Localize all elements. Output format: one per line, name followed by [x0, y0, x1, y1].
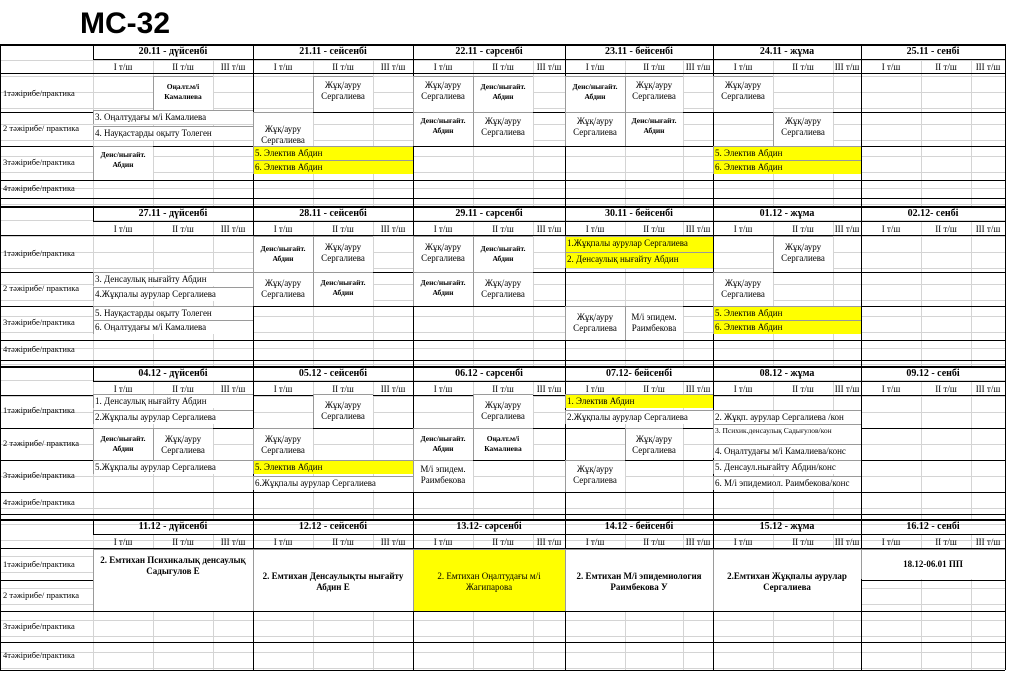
- slot-header: III т/ш: [380, 224, 406, 234]
- gridline: [0, 620, 1005, 621]
- slot-divider: [533, 382, 534, 519]
- page-title: MC-32: [80, 7, 171, 40]
- slot-header: II т/ш: [643, 62, 665, 72]
- row-separator: [0, 492, 1005, 493]
- entry-text: 1. Электив Абдин: [567, 396, 635, 406]
- entry-text: 5. Науқастарды оқыту Толеген: [95, 308, 212, 318]
- day-header: 30.11 - бейсенбі: [605, 208, 673, 219]
- slot-header: III т/ш: [380, 384, 406, 394]
- gridline: [0, 636, 1005, 637]
- slot-divider: [683, 60, 684, 206]
- row-separator: [0, 360, 1005, 361]
- entry-text: Денс/нығайт. Абдин: [420, 434, 466, 453]
- day-header: 05.12 - сейсенбі: [298, 368, 368, 379]
- slot-divider: [533, 60, 534, 206]
- entry-text: Жұқ/ауру Сергалиева: [261, 434, 305, 455]
- slot-header: III т/ш: [536, 62, 562, 72]
- entry-text: 5. Денсаул.нығайту Абдин/конс: [715, 462, 836, 472]
- entry-text: 18.12-06.01 ПП: [903, 559, 963, 569]
- day-header: 22.11 - сәрсенбі: [455, 46, 523, 57]
- slot-header: II т/ш: [172, 384, 194, 394]
- slot-header: II т/ш: [792, 537, 814, 547]
- slot-divider: [373, 382, 374, 519]
- slot-header: II т/ш: [172, 224, 194, 234]
- day-header: 01.12 - жұма: [759, 208, 815, 219]
- entry-text: Жұқ/ауру Сергалиева: [573, 312, 617, 333]
- row-label: 3тәжірибе/практика: [3, 157, 75, 167]
- slot-divider: [833, 222, 834, 366]
- slot-header: III т/ш: [975, 224, 1001, 234]
- entry-text: Жұқ/ауру Сергалиева: [161, 434, 205, 455]
- entry-text: 6. Оңалтудағы м/і Камалиева: [95, 322, 207, 332]
- day-header: 12.12 - сейсенбі: [298, 521, 368, 532]
- row-label: 4тәжірибе/практика: [3, 497, 75, 507]
- block-left-border: [0, 366, 1, 519]
- slot-header: II т/ш: [935, 62, 957, 72]
- entry-text: 2. Емтихан Психикалық денсаулық Садыгулов Е: [100, 555, 246, 576]
- slot-header: II т/ш: [643, 384, 665, 394]
- row-label: 3тәжірибе/практика: [3, 620, 75, 631]
- day-header: 21.11 - сейсенбі: [299, 46, 367, 57]
- entry-text: 5. Электив Абдин: [255, 462, 323, 472]
- gridline: [0, 204, 1005, 205]
- row-label: 2 тәжірибе/ практика: [3, 123, 79, 133]
- gridline: [0, 508, 1005, 509]
- gridline: [0, 188, 1005, 189]
- entry-text: 2.Жұқпалы аурулар Сергалиева: [567, 412, 688, 422]
- slot-header: I т/ш: [733, 537, 753, 547]
- slot-header: II т/ш: [935, 384, 957, 394]
- entry-text: Жұқ/ауру Сергалиева: [481, 278, 525, 299]
- entry-text: Денс/нығайт. Абдин: [480, 82, 526, 101]
- entry-text: 2. Денсаулық нығайту Абдин: [567, 254, 679, 264]
- day-header: 04.12 - дүйсенбі: [138, 368, 208, 379]
- slot-header: III т/ш: [220, 62, 246, 72]
- entry-text: 6.Жұқпалы аурулар Сергалиева: [255, 478, 376, 488]
- day-header: 08.12 - жұма: [759, 368, 815, 379]
- row-label: 3тәжірибе/практика: [3, 317, 75, 327]
- entry-text: 6. Электив Абдин: [255, 162, 323, 172]
- row-label: 2 тәжірибе/ практика: [3, 283, 79, 293]
- slot-header: I т/ш: [585, 62, 605, 72]
- slot-header: I т/ш: [113, 224, 133, 234]
- entry-text: Денс/нығайт. Абдин: [320, 278, 366, 297]
- slot-header: III т/ш: [220, 537, 246, 547]
- slot-header: I т/ш: [433, 537, 453, 547]
- slot-header: I т/ш: [273, 537, 293, 547]
- slot-header: II т/ш: [332, 384, 354, 394]
- slot-header: I т/ш: [881, 537, 901, 547]
- slot-header: I т/ш: [113, 384, 133, 394]
- slot-header: III т/ш: [975, 62, 1001, 72]
- slot-header: I т/ш: [273, 62, 293, 72]
- entry-text: Денс/нығайт. Абдин: [100, 150, 146, 169]
- row-label: 3тәжірибе/практика: [3, 470, 75, 480]
- slot-header: III т/ш: [536, 537, 562, 547]
- entry-text: М/і эпидем. Раимбекова: [631, 312, 677, 333]
- slot-divider: [373, 60, 374, 206]
- slot-header: I т/ш: [113, 62, 133, 72]
- slot-divider: [533, 222, 534, 366]
- row-separator: [0, 611, 1005, 612]
- slot-header: I т/ш: [113, 537, 133, 547]
- block-left-border: [0, 519, 1, 670]
- entry-text: Оңалт.м/і Камалиева: [484, 434, 522, 453]
- slot-divider: [921, 60, 922, 206]
- slot-header: II т/ш: [492, 62, 514, 72]
- entry-text: Жұқ/ауру Сергалиева: [781, 242, 825, 263]
- slot-header: I т/ш: [273, 384, 293, 394]
- block-left-border: [0, 44, 1, 206]
- slot-divider: [921, 222, 922, 366]
- entry-text: Жұқ/ауру Сергалиева: [421, 80, 465, 101]
- slot-header: II т/ш: [492, 537, 514, 547]
- slot-divider: [373, 222, 374, 366]
- entry-text: Денс/нығайт. Абдин: [260, 244, 306, 263]
- entry-text: 5. Электив Абдин: [255, 148, 323, 158]
- row-label: 2 тәжірибе/ практика: [3, 438, 79, 448]
- entry-text: Денс/нығайт. Абдин: [100, 434, 146, 453]
- slot-divider: [971, 60, 972, 206]
- slot-header: II т/ш: [492, 224, 514, 234]
- gridline: [0, 348, 1005, 349]
- gridline: [0, 668, 1005, 669]
- entry-text: 5. Электив Абдин: [715, 308, 783, 318]
- slot-header: II т/ш: [172, 537, 194, 547]
- day-border: [1005, 44, 1006, 206]
- slot-header: II т/ш: [172, 62, 194, 72]
- slot-header: I т/ш: [433, 224, 453, 234]
- slot-header: III т/ш: [685, 224, 711, 234]
- slot-header-bottom: [0, 73, 1005, 74]
- entry-text: Денс/нығайт. Абдин: [420, 116, 466, 135]
- slot-header: I т/ш: [881, 224, 901, 234]
- day-header: 27.11 - дүйсенбі: [138, 208, 208, 219]
- row-separator: [0, 670, 1005, 671]
- entry-text: 2. Емтихан Денсаулықты нығайту Абдин Е: [262, 571, 404, 592]
- slot-header: I т/ш: [585, 224, 605, 234]
- entry-text: Денс/нығайт. Абдин: [572, 82, 618, 101]
- day-header: 20.11 - дүйсенбі: [138, 46, 208, 57]
- slot-header: I т/ш: [733, 384, 753, 394]
- row-label: 4тәжірибе/практика: [3, 650, 75, 660]
- entry-text: 6. М/і эпидемиол. Раимбекова/конс: [715, 478, 850, 488]
- block-left-border: [0, 206, 1, 366]
- row-label: 1тәжірибе/практика: [3, 405, 75, 415]
- slot-header: I т/ш: [585, 384, 605, 394]
- entry-text: Денс/нығайт. Абдин: [420, 278, 466, 297]
- entry-text: Жұқ/ауру Сергалиева: [481, 116, 525, 137]
- slot-header: III т/ш: [220, 384, 246, 394]
- slot-header: I т/ш: [733, 224, 753, 234]
- row-label: 1тәжірибе/практика: [3, 88, 75, 98]
- entry-text: Жұқ/ауру Сергалиева: [781, 116, 825, 137]
- slot-header: III т/ш: [834, 384, 860, 394]
- entry-text: 6. Электив Абдин: [715, 322, 783, 332]
- slot-header: III т/ш: [685, 537, 711, 547]
- entry-text: 4.Жұқпалы аурулар Сергалиева: [95, 289, 216, 299]
- entry-text: Жұқ/ауру Сергалиева: [261, 124, 305, 145]
- entry-text: Денс/нығайт. Абдин: [480, 244, 526, 263]
- entry-text: 1. Денсаулық нығайту Абдин: [95, 396, 207, 406]
- entry-text: Жұқ/ауру Сергалиева: [632, 434, 676, 455]
- slot-divider: [971, 222, 972, 366]
- day-border: [1005, 366, 1006, 519]
- entry-text: 2. Емтихан М/і эпидемиология Раимбекова У: [576, 571, 702, 592]
- entry-text: 2. Жұқп. аурулар Сергалиева /кон: [715, 412, 844, 422]
- entry-text: Жұқ/ауру Сергалиева: [632, 80, 676, 101]
- entry-text: 4. Оңалтудағы м/і Камалиева/конс: [715, 446, 846, 456]
- row-separator: [0, 198, 1005, 199]
- entry-text: 2. Емтихан Оңалтудағы м/і Жагипарова: [437, 571, 541, 592]
- slot-header: I т/ш: [881, 384, 901, 394]
- day-header: 24.11 - жұма: [759, 46, 815, 57]
- entry-text: Жұқ/ауру Сергалиева: [721, 278, 765, 299]
- day-header: 14.12 - бейсенбі: [604, 521, 674, 532]
- entry-text: Жұқ/ауру Сергалиева: [321, 242, 365, 263]
- slot-header: I т/ш: [273, 224, 293, 234]
- slot-header: II т/ш: [492, 384, 514, 394]
- slot-header: III т/ш: [975, 384, 1001, 394]
- entry-text: 3. Психик.денсаулық Садығулов/кон: [715, 426, 832, 435]
- day-header: 16.12 - сенбі: [906, 521, 960, 532]
- entry-text: Жұқ/ауру Сергалиева: [573, 464, 617, 485]
- slot-header: III т/ш: [685, 62, 711, 72]
- slot-header: III т/ш: [536, 384, 562, 394]
- day-header: 28.11 - сейсенбі: [299, 208, 367, 219]
- day-header: 09.12 - сенбі: [906, 368, 960, 379]
- slot-divider: [833, 60, 834, 206]
- day-border: [1005, 206, 1006, 366]
- day-header: 23.11 - бейсенбі: [605, 46, 673, 57]
- day-header: 11.12 - дүйсенбі: [138, 521, 208, 532]
- slot-header: II т/ш: [332, 224, 354, 234]
- slot-header: II т/ш: [935, 537, 957, 547]
- slot-header: II т/ш: [643, 224, 665, 234]
- slot-header: III т/ш: [834, 62, 860, 72]
- slot-header: I т/ш: [585, 537, 605, 547]
- entry-text: 3. Оңалтудағы м/і Камалиева: [95, 112, 207, 122]
- slot-header: III т/ш: [220, 224, 246, 234]
- slot-header: II т/ш: [792, 224, 814, 234]
- slot-header: II т/ш: [332, 62, 354, 72]
- slot-header: I т/ш: [733, 62, 753, 72]
- row-label: 4тәжірибе/практика: [3, 344, 75, 354]
- slot-divider: [921, 382, 922, 519]
- day-border: [1005, 519, 1006, 670]
- row-label: 4тәжірибе/практика: [3, 183, 75, 193]
- entry-text: Жұқ/ауру Сергалиева: [421, 242, 465, 263]
- entry-text: Жұқ/ауру Сергалиева: [261, 278, 305, 299]
- slot-header: II т/ш: [792, 62, 814, 72]
- entry-text: Жұқ/ауру Сергалиева: [573, 116, 617, 137]
- day-header: 25.11 - сенбі: [906, 46, 960, 57]
- slot-header: III т/ш: [685, 384, 711, 394]
- slot-header: III т/ш: [380, 537, 406, 547]
- day-header: 07.12- бейсенбі: [606, 368, 672, 379]
- row-label: 1тәжірибе/практика: [3, 558, 75, 569]
- entry-text: Денс/нығайт. Абдин: [631, 116, 677, 135]
- entry-text: Жұқ/ауру Сергалиева: [721, 80, 765, 101]
- slot-header: I т/ш: [433, 384, 453, 394]
- entry-text: Оңалт.м/і Камалиева: [164, 82, 202, 101]
- row-separator: [0, 514, 1005, 515]
- day-header: 06.12 - сәрсенбі: [455, 368, 523, 379]
- entry-text: Жұқ/ауру Сергалиева: [321, 400, 365, 421]
- slot-header: III т/ш: [834, 537, 860, 547]
- slot-header: I т/ш: [881, 62, 901, 72]
- entry-text: 5.Жұқпалы аурулар Сергалиева: [95, 462, 216, 472]
- row-separator: [0, 340, 1005, 341]
- row-label: 2 тәжірибе/ практика: [3, 589, 79, 600]
- slot-header: I т/ш: [433, 62, 453, 72]
- entry-text: 4. Науқастарды оқыту Толеген: [95, 128, 212, 138]
- gridline: [0, 652, 1005, 653]
- row-separator: [0, 180, 1005, 181]
- entry-text: 2.Жұқпалы аурулар Сергалиева: [95, 412, 216, 422]
- slot-header: III т/ш: [536, 224, 562, 234]
- day-header: 15.12 - жұма: [759, 521, 815, 532]
- slot-header: II т/ш: [643, 537, 665, 547]
- row-label: 1тәжірибе/практика: [3, 248, 75, 258]
- entry-text: М/і эпидем. Раимбекова: [420, 464, 466, 485]
- entry-text: 2.Емтихан Жұқпалы аурулар Сергалиева: [727, 571, 847, 592]
- slot-header: III т/ш: [380, 62, 406, 72]
- entry-text: Жұқ/ауру Сергалиева: [481, 400, 525, 421]
- row-separator: [0, 642, 1005, 643]
- entry-text: 1.Жұқпалы аурулар Сергалиева: [567, 238, 688, 248]
- slot-header: II т/ш: [935, 224, 957, 234]
- day-header: 02.12- сенбі: [907, 208, 959, 219]
- slot-header: II т/ш: [332, 537, 354, 547]
- entry-text: 6. Электив Абдин: [715, 162, 783, 172]
- gridline: [0, 364, 1005, 365]
- slot-header: III т/ш: [834, 224, 860, 234]
- slot-header: II т/ш: [792, 384, 814, 394]
- slot-header: III т/ш: [975, 537, 1001, 547]
- slot-divider: [971, 382, 972, 519]
- entry-text: Жұқ/ауру Сергалиева: [321, 80, 365, 101]
- day-header: 13.12- сәрсенбі: [456, 521, 522, 532]
- entry-text: 3. Денсаулық нығайту Абдин: [95, 274, 207, 284]
- day-header: 29.11 - сәрсенбі: [455, 208, 523, 219]
- entry-text: 5. Электив Абдин: [715, 148, 783, 158]
